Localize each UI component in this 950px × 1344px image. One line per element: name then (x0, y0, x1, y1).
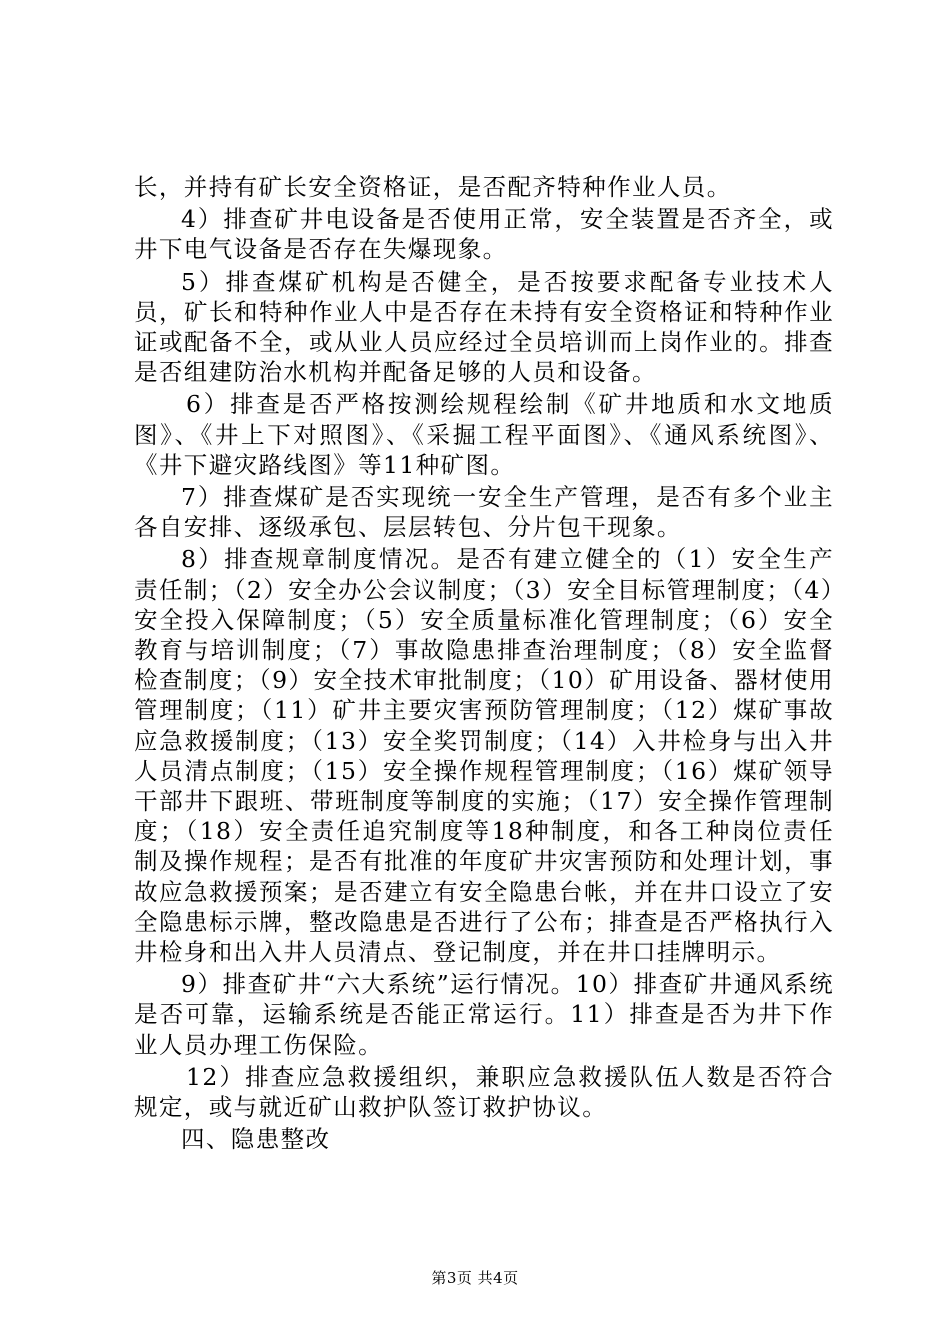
paragraph-item-8: 8）排查规章制度情况。是否有建立健全的（1）安全生产责任制；（2）安全办公会议制度；（3）安全目标管理制度；（4）安全投入保障制度；（5）安全质量标准化管理制度；（6）安全教育与培训制度；（7）事故隐患排查治理制度；（8）安全监督检查制度；（9）安全技术审批制度；（10）矿用设备、器材使用管理制度；（11）矿井主要灾害预防管理制度；（12）煤矿事故应急救援制度；（13）安全奖罚制度；（14）入井检身与出入井人员清点制度；（15）安全操作规程管理制度；（16）煤矿领导干部井下跟班、带班制度等制度的实施；（17）安全操作管理制度；（18）安全责任追究制度等18种制度，和各工种岗位责任制及操作规程；是否有批准的年度矿井灾害预防和处理计划，事故应急救援预案；是否建立有安全隐患台帐，并在井口设立了安全隐患标示牌，整改隐患是否进行了公布；排查是否严格执行入井检身和出入井人员清点、登记制度，并在井口挂牌明示。 (134, 545, 834, 967)
document-body (134, 172, 834, 1157)
paragraph-item-4: 4）排查矿井电设备是否使用正常，安全装置是否齐全，或井下电气设备是否存在失爆现象。 (134, 205, 834, 264)
paragraph-item-6: 6）排查是否严格按测绘规程绘制《矿井地质和水文地质图》、《井上下对照图》、《采掘工程平面图》、《通风系统图》、《井下避灾路线图》等11种矿图。 (134, 390, 834, 479)
paragraph-items-9-11: 9）排查矿井“六大系统”运行情况。10）排查矿井通风系统是否可靠，运输系统是否能正常运行。11）排查是否为井下作业人员办理工伤保险。 (134, 970, 834, 1059)
paragraph-continuation: 长，并持有矿长安全资格证，是否配齐特种作业人员。 (134, 173, 732, 201)
paragraph-item-7: 7）排查煤矿是否实现统一安全生产管理，是否有多个业主各自安排、逐级承包、层层转包、分片包干现象。 (134, 483, 834, 542)
page-footer: 第3页 共4页 (431, 1269, 519, 1287)
section-heading-hazard-rectification: 四、隐患整改 (181, 1125, 331, 1154)
paragraph-item-12: 12）排查应急救援组织，兼职应急救援队伍人数是否符合规定，或与就近矿山救护队签订救护协议。 (134, 1062, 834, 1122)
paragraph-item-5: 5）排查煤矿机构是否健全，是否按要求配备专业技术人员，矿长和特种作业人中是否存在未持有安全资格证和特种作业证或配备不全，或从业人员应经过全员培训而上岗作业的。排查是否组建防治水机构并配备足够的人员和设备。 (134, 267, 834, 387)
